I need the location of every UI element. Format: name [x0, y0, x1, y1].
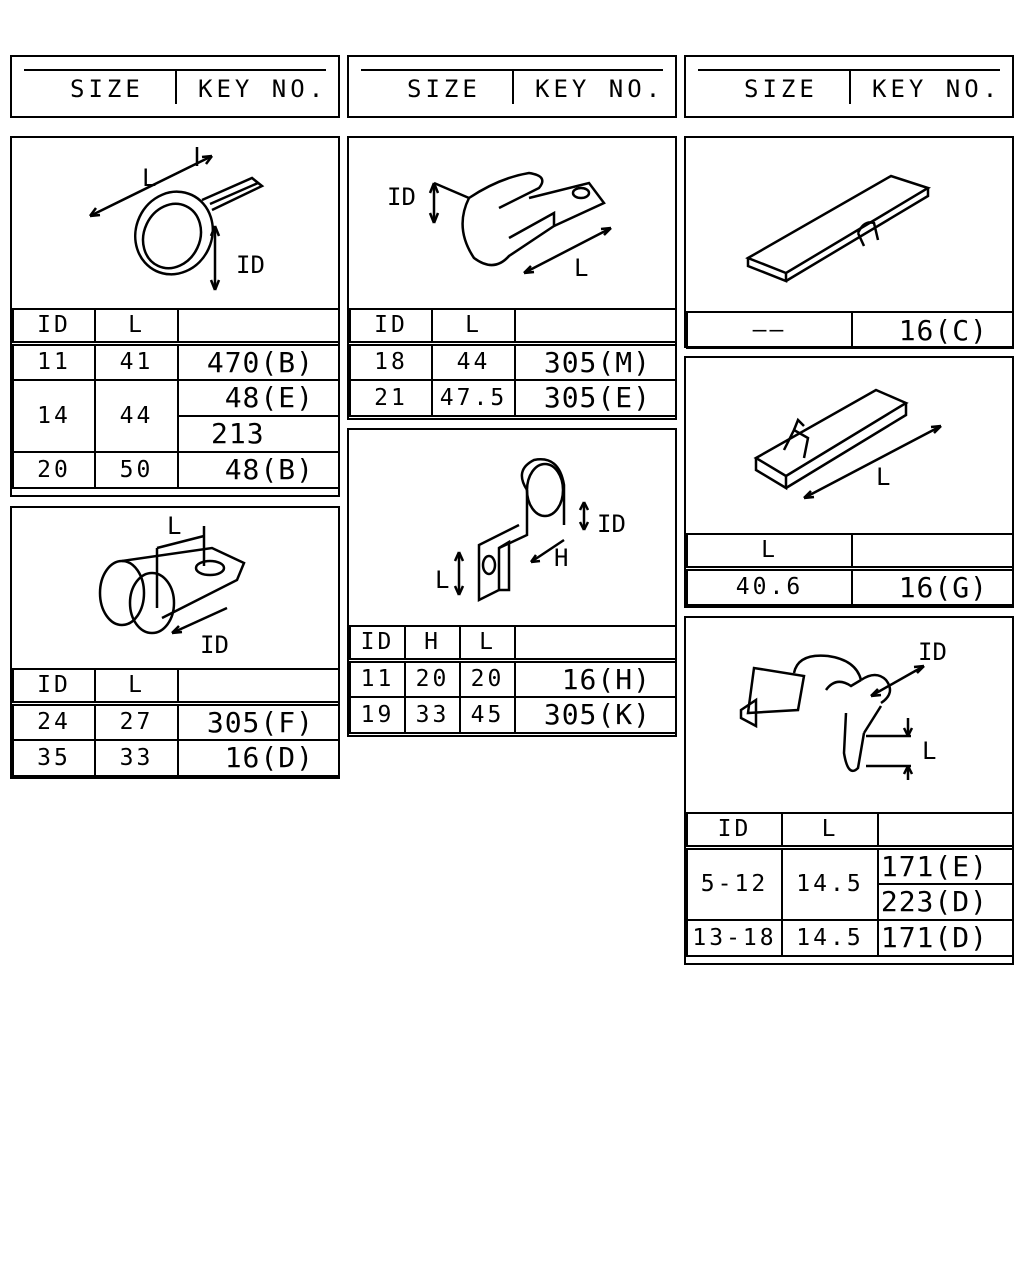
- table-row: [13, 703, 339, 740]
- panel-ring-clamp: [10, 136, 340, 497]
- panel-strap-l: [684, 356, 1014, 608]
- strap-l-table: [686, 533, 1014, 606]
- table-row: [350, 380, 676, 416]
- cell: 14.5: [782, 920, 878, 956]
- cell: ——: [687, 312, 852, 348]
- key-cell: 16(G): [852, 568, 1013, 605]
- key-no-label: KEY NO.: [198, 75, 328, 103]
- dim-id-label: ID: [387, 183, 416, 211]
- ring-clamp-table: [12, 308, 340, 489]
- strap-l-illustration: [686, 358, 1012, 533]
- col-key: [178, 669, 339, 703]
- cell: 21: [350, 380, 432, 416]
- table-row: [687, 312, 1013, 348]
- col-h: H: [405, 626, 460, 660]
- strap-illustration: [686, 138, 1012, 313]
- col-l: L: [782, 813, 878, 847]
- header-col-1: [10, 55, 340, 118]
- key-cell: 305(K): [515, 697, 676, 733]
- col-id: ID: [13, 309, 95, 343]
- strap-table: [686, 311, 1014, 349]
- dim-l-label: L: [167, 512, 182, 540]
- key-no-label: KEY NO.: [872, 75, 1002, 103]
- cell: 33: [405, 697, 460, 733]
- panel-p-clip: [347, 428, 677, 737]
- key-cell: 48(B): [178, 452, 339, 488]
- cell: 50: [95, 452, 178, 488]
- table-header-row: [13, 669, 339, 703]
- table-row: [350, 697, 676, 733]
- panel-loop-clip: [347, 136, 677, 420]
- key-cell: 223(D): [878, 884, 1013, 920]
- size-label: SIZE: [744, 75, 818, 103]
- cell: 33: [95, 740, 178, 776]
- col-key: [878, 813, 1013, 847]
- cell: 20: [405, 660, 460, 697]
- col-key: [515, 626, 676, 660]
- table-row: [687, 847, 1013, 884]
- panel-tab-clamp: [10, 506, 340, 779]
- col-id: ID: [13, 669, 95, 703]
- cell: 14.5: [782, 847, 878, 920]
- key-no-label: KEY NO.: [535, 75, 665, 103]
- key-cell: 16(H): [515, 660, 676, 697]
- table-row: [687, 920, 1013, 956]
- col-l: L: [95, 669, 178, 703]
- tab-clamp-illustration: [12, 508, 338, 668]
- cell: 35: [13, 740, 95, 776]
- dim-l-label: L: [876, 463, 891, 491]
- cell: 45: [460, 697, 515, 733]
- col-l: L: [95, 309, 178, 343]
- key-cell: 48(E): [178, 380, 339, 416]
- loop-clip-illustration: [349, 138, 675, 308]
- p-clip-table: [349, 625, 677, 734]
- cell: 14: [13, 380, 95, 452]
- dim-id-label: ID: [918, 638, 947, 666]
- cell: 18: [350, 343, 432, 380]
- dim-l-label: L: [142, 164, 157, 192]
- dim-id-label: ID: [200, 631, 229, 659]
- cell: 44: [432, 343, 515, 380]
- table-row: [350, 660, 676, 697]
- key-cell: 213: [178, 416, 339, 452]
- push-clip-table: [686, 812, 1014, 957]
- cell: 11: [350, 660, 405, 697]
- table-header-row: [687, 813, 1013, 847]
- header-col-2: [347, 55, 677, 118]
- loop-clip-table: [349, 308, 677, 417]
- cell: 20: [13, 452, 95, 488]
- key-cell: 171(E): [878, 847, 1013, 884]
- table-header-row: [350, 626, 676, 660]
- key-cell: 470(B): [178, 343, 339, 380]
- table-row: [13, 380, 339, 416]
- dim-l-label: L: [574, 254, 589, 282]
- dim-id-label: ID: [597, 510, 626, 538]
- col-id: ID: [350, 309, 432, 343]
- cell: 47.5: [432, 380, 515, 416]
- tab-clamp-table: [12, 668, 340, 777]
- col-id: ID: [350, 626, 405, 660]
- cell: 5-12: [687, 847, 782, 920]
- cell: 44: [95, 380, 178, 452]
- cell: 19: [350, 697, 405, 733]
- table-row: [350, 343, 676, 380]
- col-key: [515, 309, 676, 343]
- key-cell: 305(M): [515, 343, 676, 380]
- col-l: L: [460, 626, 515, 660]
- table-row: [13, 740, 339, 776]
- table-header-row: [13, 309, 339, 343]
- key-cell: 16(D): [178, 740, 339, 776]
- dim-l-label: L: [922, 737, 937, 765]
- key-cell: 305(E): [515, 380, 676, 416]
- key-cell: 16(C): [852, 312, 1013, 348]
- table-header-row: [687, 534, 1013, 568]
- cell: 20: [460, 660, 515, 697]
- size-label: SIZE: [407, 75, 481, 103]
- size-label: SIZE: [70, 75, 144, 103]
- cell: 11: [13, 343, 95, 380]
- key-cell: 305(F): [178, 703, 339, 740]
- table-header-row: [350, 309, 676, 343]
- cell: 13-18: [687, 920, 782, 956]
- panel-strap: [684, 136, 1014, 348]
- cell: 24: [13, 703, 95, 740]
- col-l: L: [687, 534, 852, 568]
- table-row: [687, 568, 1013, 605]
- cell: 27: [95, 703, 178, 740]
- col-l: L: [432, 309, 515, 343]
- cell: 41: [95, 343, 178, 380]
- key-cell: 171(D): [878, 920, 1013, 956]
- ring-clamp-illustration: [12, 138, 338, 308]
- p-clip-illustration: [349, 430, 675, 625]
- dim-h-label: H: [554, 544, 569, 572]
- dim-l-label: L: [435, 566, 450, 594]
- panel-push-clip: [684, 616, 1014, 965]
- push-clip-illustration: [686, 618, 1012, 813]
- col-id: ID: [687, 813, 782, 847]
- table-row: [13, 452, 339, 488]
- dim-id-label: ID: [236, 251, 265, 279]
- col-key: [178, 309, 339, 343]
- header-col-3: [684, 55, 1014, 118]
- cell: 40.6: [687, 568, 852, 605]
- table-row: [13, 343, 339, 380]
- col-key: [852, 534, 1013, 568]
